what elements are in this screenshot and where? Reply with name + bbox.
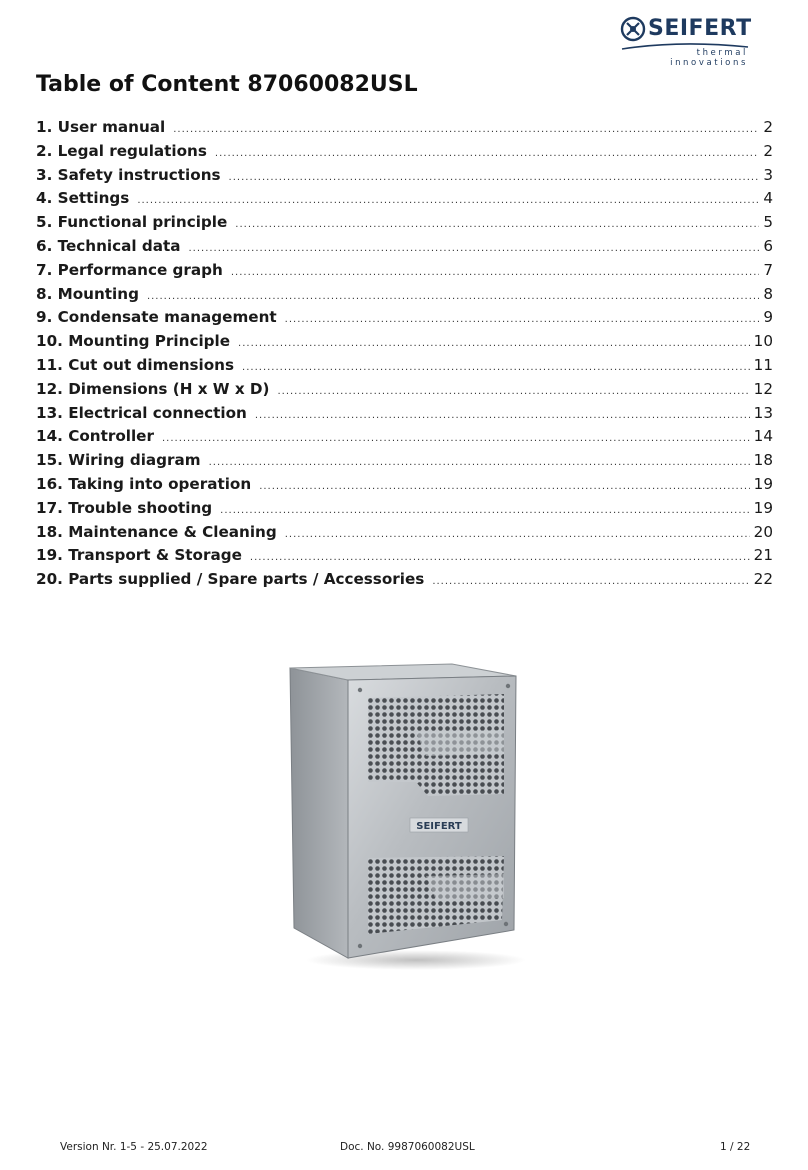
- toc-entry[interactable]: [36, 332, 773, 356]
- toc-entry-label: 9. Condensate management: [36, 308, 277, 327]
- toc-entry[interactable]: [36, 166, 773, 190]
- toc-entry[interactable]: [36, 427, 773, 451]
- toc-entry-label: 4. Settings: [36, 189, 130, 208]
- toc-entry-page: 10: [753, 332, 773, 351]
- toc-entry-label: 6. Technical data: [36, 236, 181, 255]
- toc-dot-leader: [285, 529, 750, 540]
- toc-dot-leader: [242, 362, 750, 373]
- toc-entry-label: 19. Transport & Storage: [36, 546, 242, 565]
- toc-entry[interactable]: [36, 380, 773, 404]
- toc-entry-page: 19: [753, 474, 773, 493]
- toc-dot-leader: [432, 576, 749, 587]
- toc-entry-page: 13: [753, 403, 773, 422]
- seifert-mark-icon: [620, 16, 646, 42]
- toc-entry-label: 5. Functional principle: [36, 213, 228, 232]
- toc-entry-page: 11: [753, 355, 773, 374]
- toc-entry-page: 6: [763, 236, 773, 255]
- toc-entry[interactable]: [36, 499, 773, 523]
- toc-dot-leader: [147, 291, 759, 302]
- toc-entry-page: 2: [763, 141, 773, 160]
- table-of-contents: [36, 118, 773, 594]
- toc-entry-label: 13. Electrical connection: [36, 403, 247, 422]
- toc-entry-label: 8. Mounting: [36, 284, 139, 303]
- brand-logo: [620, 16, 752, 68]
- toc-entry-page: 5: [763, 213, 773, 232]
- toc-entry-label: 11. Cut out dimensions: [36, 355, 235, 374]
- toc-entry-page: 12: [753, 379, 773, 398]
- toc-entry-page: 14: [753, 427, 773, 446]
- toc-dot-leader: [215, 148, 759, 159]
- toc-entry[interactable]: [36, 546, 773, 570]
- page-title: Table of Content 87060082USL: [36, 72, 418, 97]
- toc-entry-page: 9: [763, 308, 773, 327]
- toc-dot-leader: [285, 314, 760, 325]
- toc-dot-leader: [220, 505, 750, 516]
- toc-entry-label: 17. Trouble shooting: [36, 498, 213, 517]
- toc-entry-label: 12. Dimensions (H x W x D): [36, 379, 270, 398]
- footer-doc-number: Doc. No. 9987060082USL: [340, 1141, 475, 1153]
- toc-entry-label: 18. Maintenance & Cleaning: [36, 522, 277, 541]
- toc-entry[interactable]: [36, 523, 773, 547]
- toc-entry[interactable]: [36, 237, 773, 261]
- toc-dot-leader: [235, 219, 759, 230]
- logo-name: SEIFERT: [648, 16, 752, 41]
- toc-entry[interactable]: [36, 285, 773, 309]
- toc-dot-leader: [229, 172, 760, 183]
- product-logo-text: SEIFERT: [416, 821, 462, 832]
- toc-dot-leader: [162, 433, 750, 444]
- toc-entry[interactable]: [36, 570, 773, 594]
- toc-entry-label: 20. Parts supplied / Spare parts / Accessories: [36, 570, 425, 589]
- toc-entry[interactable]: [36, 308, 773, 332]
- toc-entry[interactable]: [36, 451, 773, 475]
- footer-version: Version Nr. 1-5 - 25.07.2022: [60, 1141, 208, 1153]
- toc-entry-label: 1. User manual: [36, 118, 166, 136]
- toc-entry-label: 15. Wiring diagram: [36, 451, 201, 470]
- toc-entry[interactable]: [36, 189, 773, 213]
- toc-entry-label: 10. Mounting Principle: [36, 332, 231, 351]
- toc-entry[interactable]: [36, 356, 773, 380]
- toc-dot-leader: [259, 481, 749, 492]
- toc-entry[interactable]: [36, 261, 773, 285]
- logo-tagline: thermal innovations: [670, 48, 748, 68]
- toc-dot-leader: [137, 195, 759, 206]
- toc-entry-page: 19: [753, 498, 773, 517]
- toc-dot-leader: [173, 124, 759, 135]
- footer-page-number: 1 / 22: [720, 1141, 751, 1153]
- toc-entry-page: 7: [763, 260, 773, 279]
- toc-dot-leader: [238, 338, 750, 349]
- toc-entry-page: 8: [763, 284, 773, 303]
- toc-dot-leader: [255, 410, 750, 421]
- toc-entry-page: 4: [763, 189, 773, 208]
- toc-entry-label: 3. Safety instructions: [36, 165, 221, 184]
- toc-dot-leader: [231, 267, 759, 278]
- toc-entry-page: 21: [753, 546, 773, 565]
- toc-entry-label: 16. Taking into operation: [36, 474, 252, 493]
- toc-dot-leader: [250, 552, 750, 563]
- toc-entry-page: 3: [763, 165, 773, 184]
- toc-entry[interactable]: [36, 213, 773, 237]
- toc-entry-page: 18: [753, 451, 773, 470]
- toc-entry-page: 2: [763, 118, 773, 136]
- toc-entry-label: 7. Performance graph: [36, 260, 223, 279]
- toc-entry-label: 14. Controller: [36, 427, 154, 446]
- toc-entry[interactable]: [36, 118, 773, 142]
- toc-entry-label: 2. Legal regulations: [36, 141, 207, 160]
- toc-entry[interactable]: [36, 475, 773, 499]
- toc-entry[interactable]: [36, 404, 773, 428]
- toc-dot-leader: [209, 457, 750, 468]
- product-image: [276, 662, 526, 972]
- toc-dot-leader: [188, 243, 759, 254]
- toc-entry[interactable]: [36, 142, 773, 166]
- toc-dot-leader: [277, 386, 749, 397]
- toc-entry-page: 20: [753, 522, 773, 541]
- toc-entry-page: 22: [753, 570, 773, 589]
